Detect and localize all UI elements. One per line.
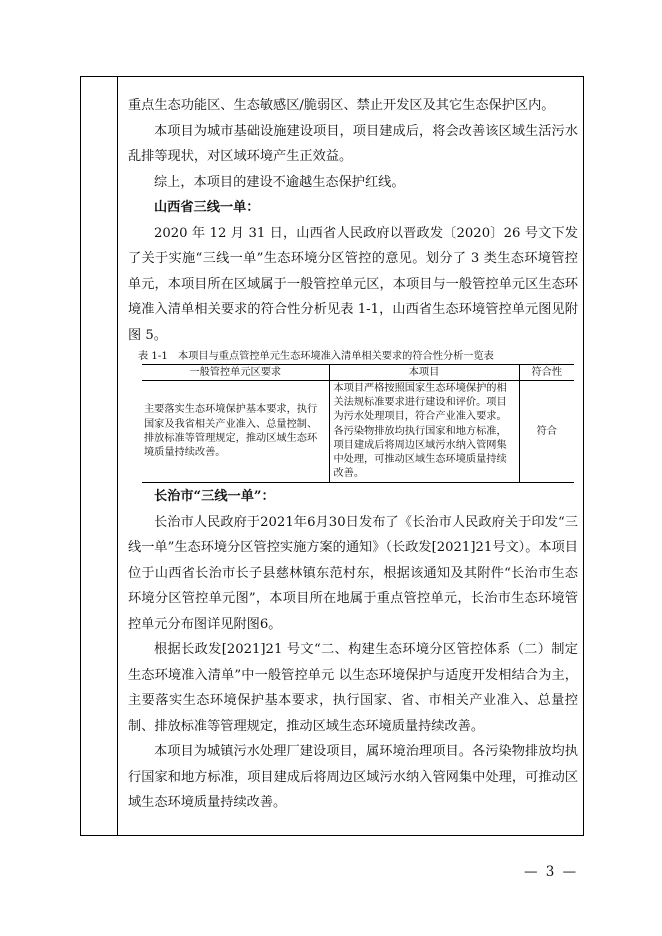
header-requirement: 一般管控单元区要求 (142, 365, 329, 381)
changzhi-paragraph-3: 本项目为城镇污水处理厂建设项目，属环境治理项目。各污染物排放均执行国家和地方标准，项目建成后将周边区域污水纳入管网集中处理，可推动区域生态环境质量持续改善。 (128, 744, 578, 811)
changzhi-heading: 长治市“三线一单”： (154, 489, 275, 505)
cell-project: 本项目严格按照国家生态环境保护的相关法规标准要求进行建设和评价。项目为污水处理项目，符合产业准入要求。各污染物排放均执行国家和地方标准，项目建成后将周边区域污水纳入管网集中处理，可推动区域生态环境质量持续改善。 (329, 381, 519, 483)
table-header-row (142, 365, 574, 381)
shanxi-heading: 山西省三线一单： (154, 200, 260, 215)
left-label-column (81, 77, 118, 835)
paragraph-infrastructure: 本项目为城市基础设施建设项目，项目建成后，将会改善该区域生活污水乱排等现状，对区域环境产生正效益。 (128, 123, 578, 164)
content-cell (128, 93, 578, 816)
page-number: — 3 — (524, 864, 579, 880)
paragraph-conclusion: 综上，本项目的建设不逾越生态保护红线。 (154, 174, 405, 190)
shanxi-paragraph: 2020 年 12 月 31 日，山西省人民政府以晋政发〔2020〕26 号文下发了关于实施“三线一单”生态环境分区管控的意见。划分了 3 类生态环境管控单元，本项目所在区域属于一般管控单元区，本项目与一般管控单元区生态环境准入清单相关要求的符合性分析见表 1-1，山西省生态环境管控单元图见附图 5。 (128, 225, 578, 343)
header-project: 本项目 (329, 365, 519, 381)
cell-compliance: 符合 (519, 381, 574, 483)
cell-requirement: 主要落实生态环境保护基本要求，执行国家及我省相关产业准入、总量控制、排放标准等管理规定，推动区域生态环境质量持续改善。 (142, 381, 329, 483)
header-compliance: 符合性 (519, 365, 574, 381)
document-frame (80, 76, 584, 836)
changzhi-paragraph-2: 根据长政发[2021]21 号文“二、构建生态环境分区管控体系（二）制定生态环境准入清单”中一般管控单元 以生态环境保护与适度开发相结合为主，主要落实生态环境保护基本要求，执行国家、省、市相关产业准入、总量控制、排放标准等管理规定，推动区域生态环境质量持续改善。 (128, 642, 578, 734)
table-caption: 表 1-1 本项目与重点管控单元生态环境准入清单相关要求的符合性分析一览表 (138, 351, 494, 362)
changzhi-paragraph-1: 长治市人民政府于2021年6月30日发布了《长治市人民政府关于印发“三线一单”生态环境分区管控实施方案的通知》（长政发[2021]21号文）。本项目位于山西省长治市长子县慈林镇东范村东，根据该通知及其附件“长治市生态环境分区管控单元图”，本项目所在地属于重点管控单元，长治市生态环境管控单元分布图详见附图6。 (128, 514, 578, 632)
table-row (142, 381, 574, 483)
paragraph-continuation: 重点生态功能区、生态敏感区/脆弱区、禁止开发区及其它生态保护区内。 (128, 98, 555, 113)
compliance-table (142, 364, 574, 483)
